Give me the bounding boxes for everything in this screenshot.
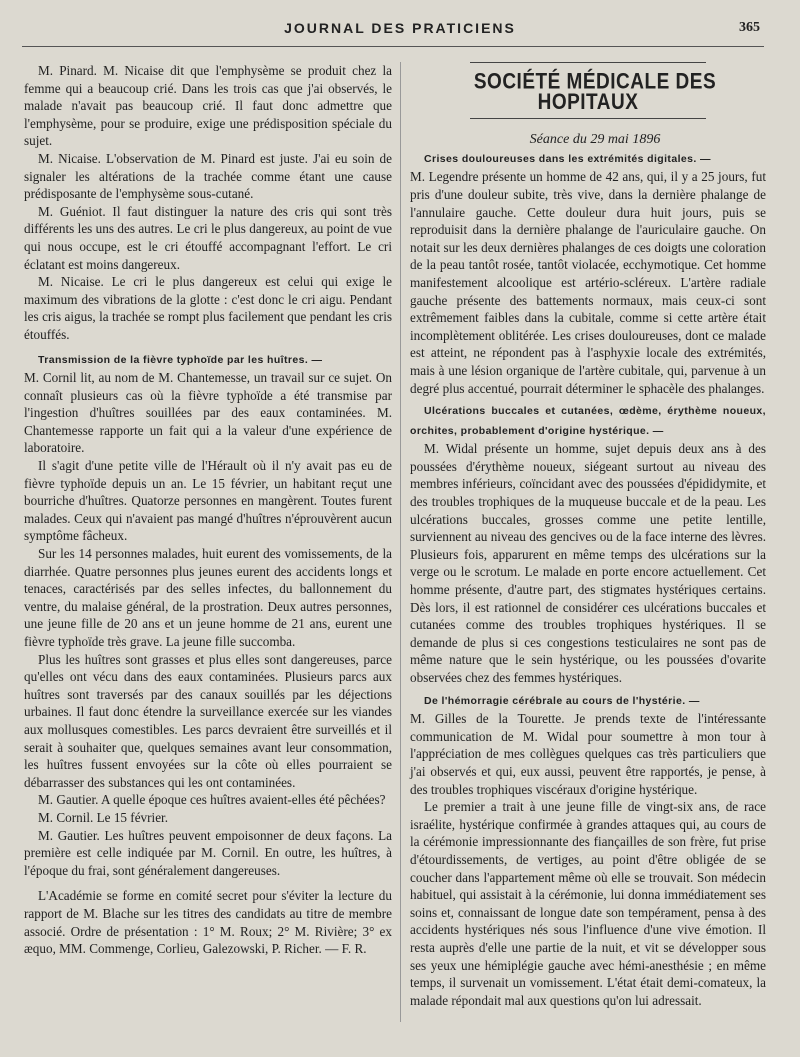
section-title: SOCIÉTÉ MÉDICALE DES HOPITAUX	[473, 70, 717, 115]
journal-title: JOURNAL DES PRATICIENS	[284, 20, 516, 36]
paragraph: M. Nicaise. L'observation de M. Pinard est juste. J'ai eu soin de signaler les altérations de la trachée comme étant une cause prédisposante de l'emphysème sous-cutané.	[24, 150, 392, 202]
paragraph: M. Gautier. Les huîtres peuvent empoisonner de deux façons. La première est celle indiquée par M. Cornil. En outre, les huîtres, à l'époque du frai, sont généralement dangereuses.	[24, 827, 392, 878]
paragraph: M. Gautier. A quelle époque ces huîtres avaient-elles été pêchées?	[38, 792, 386, 808]
paragraph: M. Cornil lit, au nom de M. Chantemesse, un travail sur ce sujet. On connaît plusieurs cas où la fièvre typhoïde a été transmise par l'ingestion d'huîtres souillées par des eaux contaminées. M. Chantemesse rapporte un fait qui a la valeur d'une expérience de laboratoire.	[24, 370, 392, 456]
section-heading: Ulcérations buccales et cutanées, œdème, érythème noueux, orchites, probablement d'origine hystérique. —	[410, 405, 766, 437]
paragraph: Le premier a trait à une jeune fille de vingt-six ans, de race israélite, hystérique confirmée à grandes attaques qui, au cours de la cérémonie impressionnante des fiançailles de son frère, fut prise d'étourdissements, de vertiges, au point d'être obligée de se coucher dans l'appartement même où elle se trouvait. Son médecin habituel, qui assistait à la cérémonie, lui donna immédiatement ses soins et, connaissant de longue date son tempérament, pensa à des accidents hystériques nés sous l'influence d'une vive émotion. Il resta auprès d'elle une partie de la nuit, et vit se développer sous ses yeux une hémiplégie gauche avec hémi-anesthésie ; en même temps, il survenait un vomissement. L'état était demi-comateux, la malade répondait mal aux questions qu'on lui adressait.	[410, 799, 766, 1008]
header-rule	[22, 46, 764, 47]
paragraph: M. Cornil. Le 15 février.	[38, 809, 169, 825]
section-heading: Crises douloureuses dans les extrémités digitales. —	[424, 152, 711, 165]
section-heading: De l'hémorragie cérébrale au cours de l'hystérie. —	[424, 694, 700, 707]
paragraph: Il s'agit d'une petite ville de l'Hérault où il n'y avait pas eu de fièvre typhoïde depuis un an. Le 15 février, un habitant reçut une bourriche d'huîtres. Quatorze personnes en mangèrent. Toutes furent malades. Ceux qui n'avaient pas mangé d'huîtres n'éprouvèrent aucun symptôme fâcheux.	[24, 458, 392, 544]
paragraph: M. Guéniot. Il faut distinguer la nature des cris qui sont très différents les uns des autres. Le cri le plus dangereux, au point de vue qui nous occupe, est le cri étouffé accompagnant l'effort. Le cri éclatant est moins dangereux.	[24, 203, 392, 272]
paragraph: M. Nicaise. Le cri le plus dangereux est celui qui exige le maximum des vibrations de la glotte : c'est donc le cri aigu. Pendant les cris aigus, la trachée se rompt plus facilement que pendant les cris étouffés.	[24, 274, 392, 342]
paragraph: Plus les huîtres sont grasses et plus elles sont dangereuses, parce qu'elles ont vécu dans des eaux contaminées. Plusieurs parcs aux huîtres sont traversés par des canaux souillés par les déjections urbaines. Il faut donc étendre la surveillance exercée sur les viandes aux mollusques comestibles. Les parcs devraient être surveillés et il serait à souhaiter que, quelques semaines avant leur consommation, les huîtres fussent envoyées sur la côte où elles pourraient se débarrasser des substances qui les ont contaminées.	[24, 651, 392, 790]
left-column	[24, 62, 392, 958]
right-column	[410, 62, 766, 1009]
paragraph: M. Pinard. M. Nicaise dit que l'emphysème se produit chez la femme qui a beaucoup crié. Dans les trois cas que j'ai observés, le malade n'avait pas beaucoup crié. Il faut donc admettre que l'emphysème, pour se produire, exige une prédisposition spéciale du sujet.	[24, 63, 392, 149]
page-number: 365	[739, 20, 760, 35]
column-divider	[400, 62, 401, 1022]
paragraph: M. Gilles de la Tourette. Je prends texte de l'intéressante communication de M. Widal pour soumettre à mon tour à l'appréciation de mes collègues quelques cas très particuliers que j'ai observés et qui, eux aussi, peuvent être rapportés, je pense, à des troubles trophiques viscéraux d'origine hystérique.	[410, 711, 766, 797]
section-heading: Transmission de la fièvre typhoïde par les huîtres. —	[38, 353, 323, 366]
paragraph: M. Legendre présente un homme de 42 ans, qui, il y a 25 jours, fut pris d'une douleur subite, très vive, dans la dernière phalange de l'annulaire gauche. Cette douleur dura huit jours, puis se reproduisit dans la dernière phalange de l'auriculaire gauche. On notait sur les deux dernières phalanges de ces doigts une coloration de la peau tantôt rosée, tantôt violacée, ecchymotique. Cet homme manifestement alcoolique est artério-scléreux. L'artère radiale gauche présente des battements normaux, mais ceux-ci sont extrêmement faibles dans la cubitale, comme si cette artère était incomplètement oblitérée. Les crises douloureuses, dont ce malade est atteint, ne répondent pas à l'asphyxie locale des extrémités, mais à une lésion organique de l'artère cubitale, qui, parvenue à un degré plus accentué, pourrait déterminer le sphacèle des phalanges.	[410, 169, 766, 396]
seance-date: Séance du 29 mai 1896	[529, 132, 661, 148]
page-header	[0, 20, 800, 44]
rule	[470, 62, 706, 63]
paragraph: L'Académie se forme en comité secret pour s'éviter la lecture du rapport de M. Blache sur les titres des candidats au titre de membre associé. Ordre de présentation : 1° M. Roux; 2° M. Rivière; 3° ex æquo, MM. Commenge, Corlieu, Galezowski, P. Richer. — F. R.	[24, 888, 392, 957]
rule	[470, 118, 706, 119]
paragraph: Sur les 14 personnes malades, huit eurent des vomissements, de la diarrhée. Quatre personnes plus jeunes eurent des accidents longs et tenaces, caractérisés par des selles infectes, du ballonnement du ventre, du malaise général, de la prostration. Deux autres personnes, une jeune fille de 20 ans et un jeune homme de 21 ans, eurent une fièvre typhoïde très grave. La jeune fille succomba.	[24, 546, 392, 649]
paragraph: M. Widal présente un homme, sujet depuis deux ans à des poussées d'érythème noueux, siégeant surtout au niveau des membres inférieurs, coïncidant avec des poussées d'épididymite, et des troubles trophiques de la muqueuse buccale et de la peau. Les ulcérations buccales, grosses comme une petite lentille, surviennent au niveau des gencives ou de la face interne des lèvres. Plusieurs fois, apparurent en même temps des ulcérations sur la verge ou le scrotum. Le malade en porte encore actuellement. Cet homme présente, d'autre part, des stigmates hystériques certains. Dès lors, il est rationnel de considérer ces ulcérations buccales et cutanées comme des troubles trophiques hystériques. Il se demande de plus si ces congestions testiculaires ne sont pas de même nature que le sein hystérique, ou les poussées d'ovarite observées chez des femmes hystériques.	[410, 441, 766, 685]
